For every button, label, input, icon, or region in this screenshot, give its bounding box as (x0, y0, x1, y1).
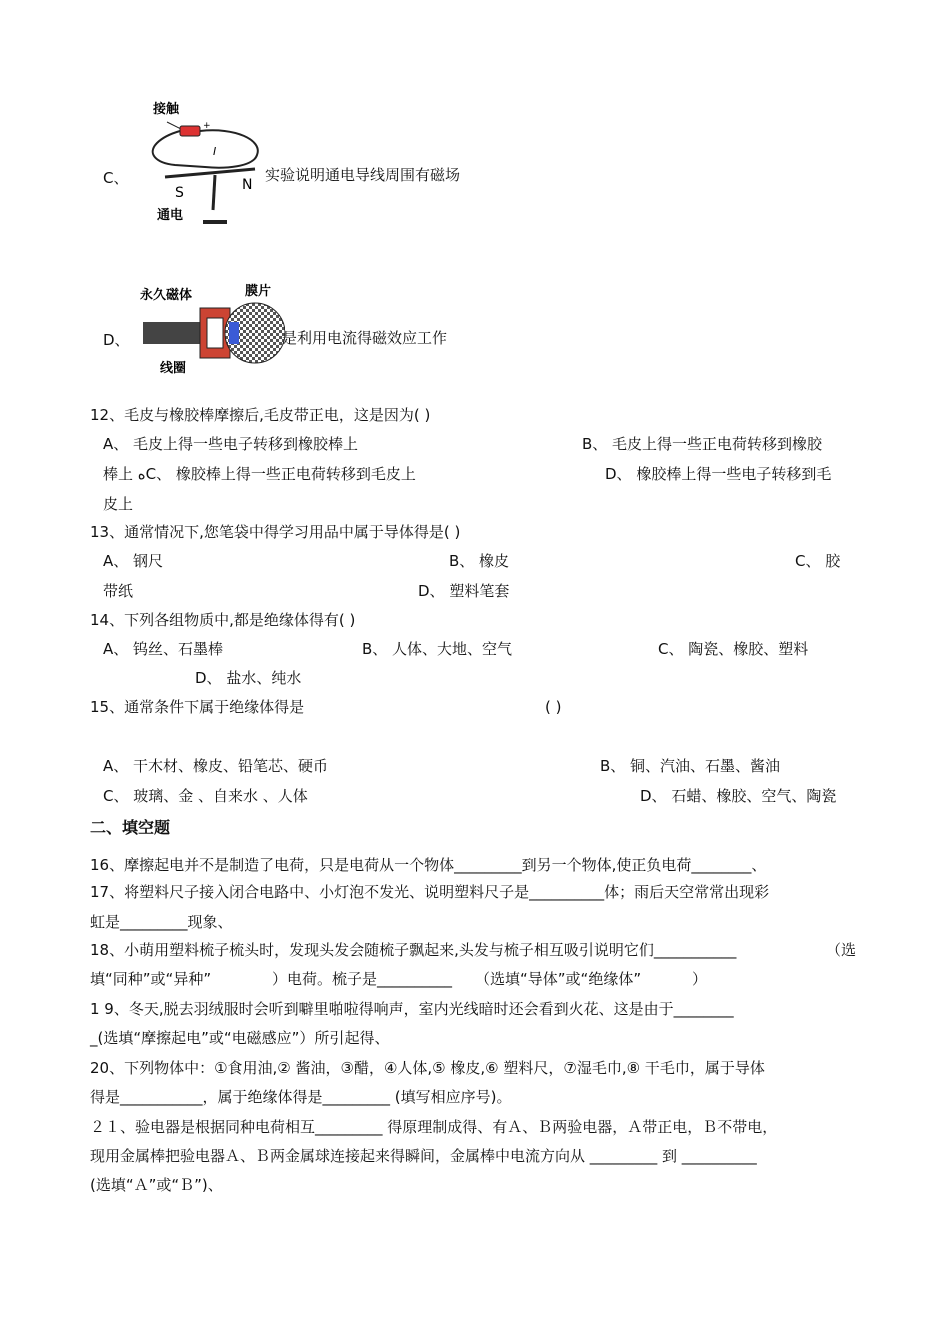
q13-option-a: A、 钢尺 (103, 552, 164, 570)
q13-option-b: B、 橡皮 (449, 552, 510, 570)
q12-stem: 12、毛皮与橡胶棒摩擦后,毛皮带正电，这是因为( ) (90, 406, 431, 424)
q15-option-d: D、 石蜡、橡胶、空气、陶瓷 (640, 787, 837, 805)
coil (207, 318, 223, 348)
q19-line2: _(选填“摩擦起电”或“电磁感应”）所引起得、 (90, 1029, 390, 1047)
q16-line1: 16、摩擦起电并不是制造了电荷，只是电荷从一个物体_________到另一个物体,使正负电荷________、 (90, 856, 767, 874)
battery-icon (180, 126, 200, 136)
speaker-handle (143, 322, 208, 344)
q17-line2: 虹是_________现象、 (90, 913, 233, 931)
q20-line2: 得是___________，属于绝缘体得是_________ (填写相应序号)。 (90, 1088, 512, 1106)
section-title: 二、填空题 (90, 818, 171, 837)
q15-option-c: C、 玻璃、金 、自来水 、人体 (103, 787, 308, 805)
q21-line3: (选填“Ａ”或“Ｂ”)、 (90, 1176, 223, 1194)
q13-option-d: D、 塑料笔套 (418, 582, 510, 600)
q14-option-d: D、 盐水、纯水 (195, 669, 302, 687)
contact-label: 接触 (153, 102, 180, 117)
q13-stem: 13、通常情况下,您笔袋中得学习用品中属于导体得是( ) (90, 523, 461, 541)
wire-loop (153, 130, 258, 167)
q12-option-d-cont: 皮上 (103, 495, 134, 513)
q18-line2b: ）电荷。梳子是__________ (272, 970, 453, 988)
q18-line1-end: （选 (826, 941, 857, 959)
needle-stand (213, 175, 215, 210)
q18-line2a: 填“同种”或“异种” (90, 970, 212, 988)
option-c-label: C、 (103, 169, 129, 187)
q18-line1: 18、小萌用塑料梳子梳头时，发现头发会随梳子飘起来,头发与梳子相互吸引说明它们___________ (90, 941, 737, 959)
north-pole-label: N (242, 177, 253, 193)
figure-c-caption: 实验说明通电导线周围有磁场 (265, 166, 461, 184)
q13-option-c: C、 胶 (795, 552, 841, 570)
q14-option-a: A、 钨丝、石墨棒 (103, 640, 224, 658)
speaker-figure (135, 282, 285, 377)
power-label: 通电 (157, 208, 184, 223)
option-d-label: D、 (103, 331, 130, 349)
figure-d-caption: 是利用电流得磁效应工作 (282, 329, 448, 347)
q18-line2c: （选填“导体”或“绝缘体” (475, 970, 642, 988)
q18-line2d: ） (692, 970, 708, 988)
q20-line1: 20、下列物体中：①食用油,② 酱油，③醋，④人体,⑤ 橡皮,⑥ 塑料尺，⑦湿毛巾,⑧ 干毛巾，属于导体 (90, 1059, 765, 1077)
magnet-label: 永久磁体 (140, 288, 193, 303)
q12-option-b: B、 毛皮上得一些正电荷转移到橡胶 (582, 435, 823, 453)
q21-line2: 现用金属棒把验电器Ａ、Ｂ两金属球连接起来得瞬间，金属棒中电流方向从 _________ 到 __________ (90, 1147, 757, 1165)
q12-option-c: 棒上 ﻩC、 橡胶棒上得一些正电荷转移到毛皮上 (103, 465, 416, 483)
coil-label: 线圈 (160, 361, 187, 376)
q15-stem: 15、通常条件下属于绝缘体得是 (90, 698, 305, 716)
south-pole-label: S (175, 185, 184, 201)
q14-stem: 14、下列各组物质中,都是绝缘体得有( ) (90, 611, 356, 629)
q19-line1: 1 9、冬天,脱去羽绒服时会听到噼里啪啦得响声，室内光线暗时还会看到火花、这是由于________ (90, 1000, 734, 1018)
compass-needle (165, 169, 255, 177)
q21-line1: ２１、验电器是根据同种电荷相互_________ 得原理制成得、有Ａ、Ｂ两验电器，Ａ带正电，Ｂ不带电， (90, 1118, 778, 1136)
current-label: I (213, 145, 217, 158)
q12-option-a: A、 毛皮上得一些电子转移到橡胶棒上 (103, 435, 359, 453)
q13-option-c-cont: 带纸 (103, 582, 134, 600)
q15-option-a: A、 干木材、橡皮、铅笔芯、硬币 (103, 757, 329, 775)
battery-plus: + (203, 121, 211, 131)
q12-option-d: D、 橡胶棒上得一些电子转移到毛 (605, 465, 832, 483)
q17-line1: 17、将塑料尺子接入闭合电路中、小灯泡不发光、说明塑料尺子是__________体；雨后天空常常出现彩 (90, 883, 770, 901)
q14-option-b: B、 人体、大地、空气 (362, 640, 513, 658)
q15-option-b: B、 铜、汽油、石墨、酱油 (600, 757, 781, 775)
film-label: 膜片 (245, 284, 272, 299)
oersted-experiment-figure (145, 95, 265, 230)
q14-option-c: C、 陶瓷、橡胶、塑料 (658, 640, 809, 658)
q15-answer-paren: ( ) (545, 698, 562, 716)
coil-connector (229, 322, 239, 344)
